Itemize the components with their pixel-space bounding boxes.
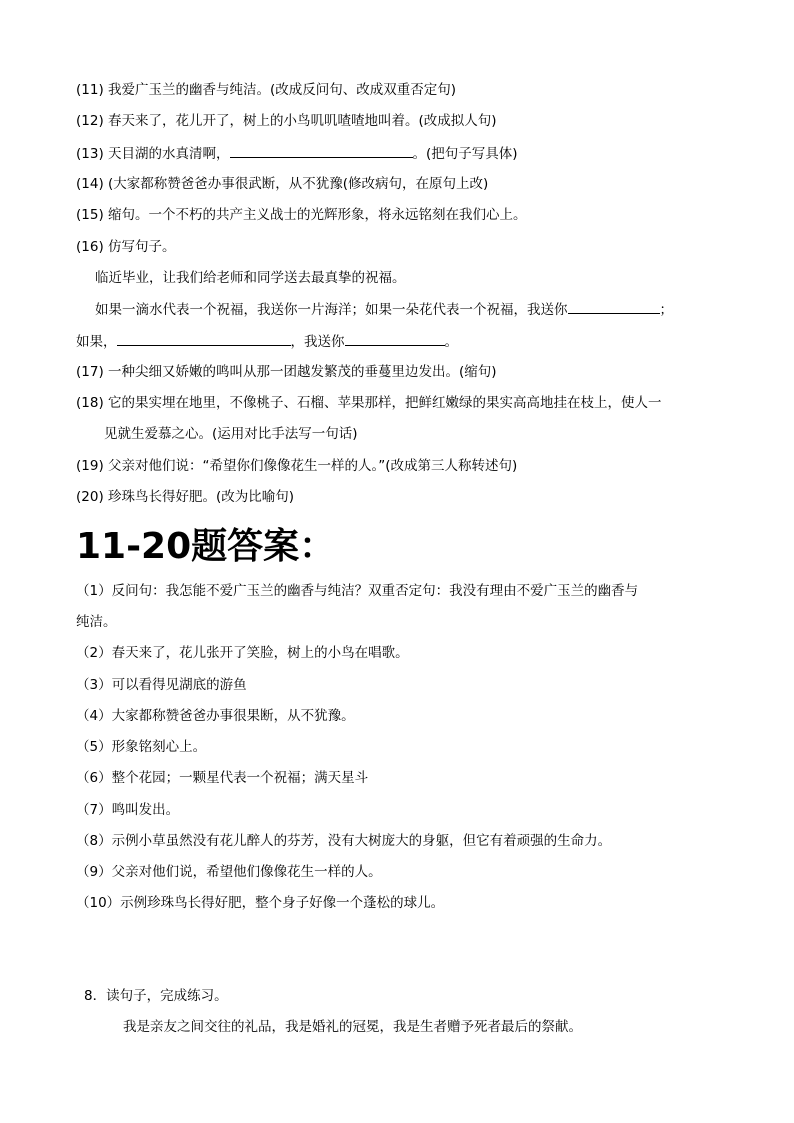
question-13-suffix: 。(把句子写具体) — [412, 146, 518, 162]
question-16-line2 — [76, 331, 458, 352]
answer-2: （2）春天来了，花儿张开了笑脸，树上的小鸟在唱歌。 — [76, 645, 409, 661]
question-16-line2-end: 。 — [444, 334, 458, 350]
answers-heading: 11-20题答案： — [76, 526, 336, 567]
question-16-line2-mid: ，我送你 — [290, 334, 345, 350]
answer-4: （4）大家都称赞爸爸办事很果断，从不犹豫。 — [76, 708, 355, 724]
question-16-line1 — [95, 299, 673, 320]
question-16-line1-text: 如果一滴水代表一个祝福，我送你一片海洋；如果一朵花代表一个祝福，我送你 — [95, 302, 568, 318]
question-11: (11) 我爱广玉兰的幽香与纯洁。(改成反问句、改成双重否定句) — [76, 82, 457, 98]
answer-1-continued: 纯洁。 — [76, 614, 117, 630]
question-18-continued: 见就生爱慕之心。(运用对比手法写一句话) — [104, 426, 358, 442]
answer-7: （7）鸣叫发出。 — [76, 802, 180, 818]
answer-6: （6）整个花园；一颗星代表一个祝福；满天星斗 — [76, 770, 369, 786]
question-19: (19) 父亲对他们说：“希望你们像像花生一样的人。”(改成第三人称转述句) — [76, 458, 518, 474]
question-13 — [76, 143, 518, 164]
question-17: (17) 一种尖细又娇嫩的鸣叫从那一团越发繁茂的垂蔓里边发出。(缩句) — [76, 364, 497, 380]
question-20: (20) 珍珠鸟长得好肥。(改为比喻句) — [76, 489, 295, 505]
question-16-prompt: 临近毕业，让我们给老师和同学送去最真挚的祝福。 — [95, 270, 406, 286]
question-16-line2-start: 如果， — [76, 334, 117, 350]
question-18: (18) 它的果实埋在地里，不像桃子、石榴、苹果那样，把鲜红嫩绿的果实高高地挂在枝上，使人一 — [76, 395, 662, 411]
answer-5: （5）形象铭刻心上。 — [76, 739, 207, 755]
answer-blank[interactable] — [345, 331, 445, 346]
section-8-sentence: 我是亲友之间交往的礼品，我是婚礼的冠冕，我是生者赠予死者最后的祭献。 — [123, 1019, 582, 1035]
question-12: (12) 春天来了，花儿开了，树上的小鸟叽叽喳喳地叫着。(改成拟人句) — [76, 113, 497, 129]
question-16-line1-end: ； — [659, 302, 673, 318]
answer-blank[interactable] — [230, 143, 413, 158]
answer-8: （8）示例小草虽然没有花儿醉人的芬芳，没有大树庞大的身躯，但它有着顽强的生命力。 — [76, 833, 612, 849]
answer-1: （1）反问句：我怎能不爱广玉兰的幽香与纯洁？双重否定句：我没有理由不爱广玉兰的幽香与 — [76, 583, 639, 599]
question-13-prefix: (13) 天目湖的水真清啊， — [76, 146, 230, 162]
answer-blank[interactable] — [568, 299, 660, 314]
answer-10: （10）示例珍珠鸟长得好肥，整个身子好像一个蓬松的球儿。 — [76, 895, 445, 911]
answer-3: （3）可以看得见湖底的游鱼 — [76, 677, 247, 693]
answer-blank[interactable] — [117, 331, 291, 346]
question-15: (15) 缩句。一个不朽的共产主义战士的光辉形象，将永远铭刻在我们心上。 — [76, 207, 527, 223]
answer-9: （9）父亲对他们说，希望他们像像花生一样的人。 — [76, 864, 382, 880]
section-8-title: 8．读句子，完成练习。 — [84, 988, 228, 1004]
question-16: (16) 仿写句子。 — [76, 239, 176, 255]
question-14: (14) (大家都称赞爸爸办事很武断，从不犹豫(修改病句，在原句上改) — [76, 176, 489, 192]
